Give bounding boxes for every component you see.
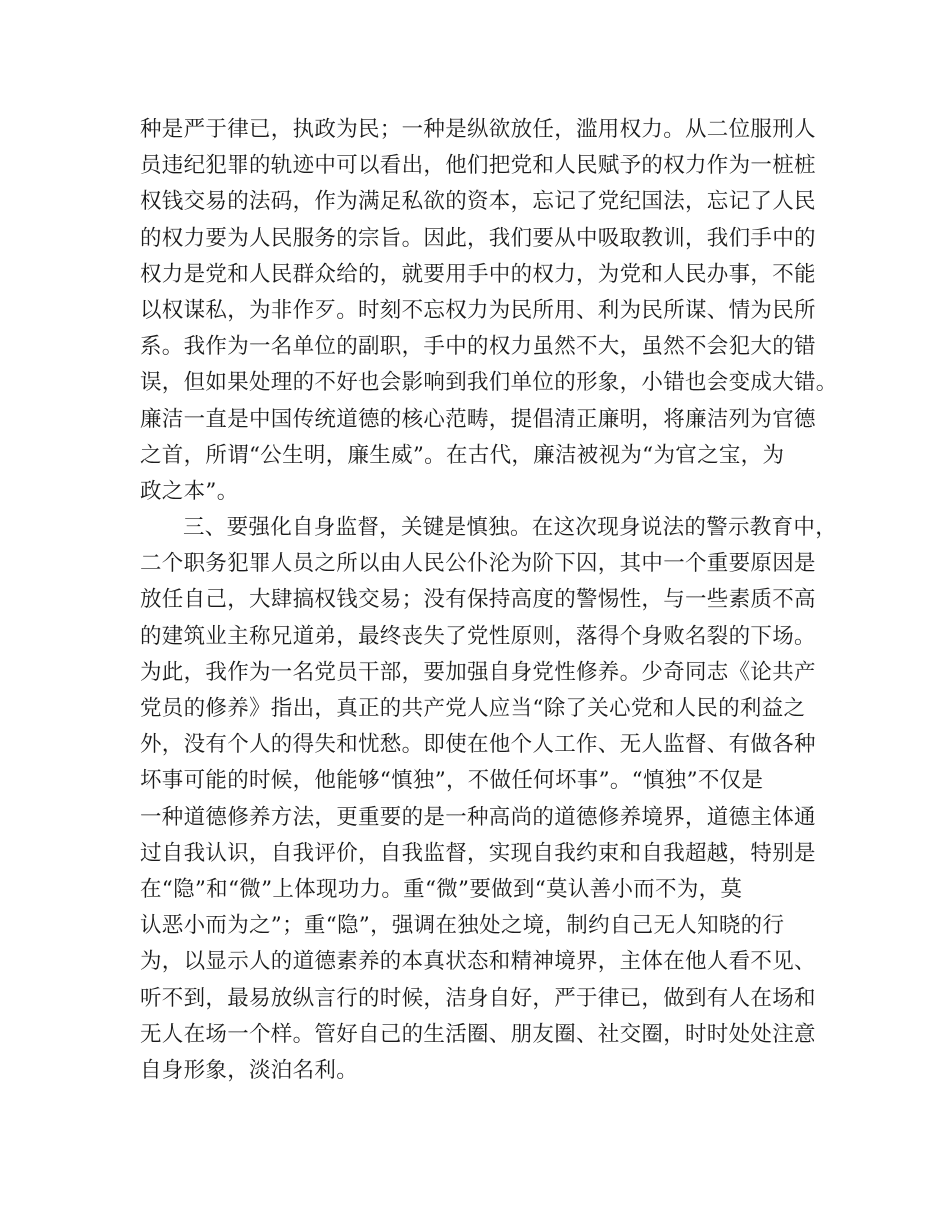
text-line: 种是严于律已，执政为民；一种是纵欲放任，滥用权力。从二位服刑人	[140, 117, 816, 142]
text-line: 员违纪犯罪的轨迹中可以看出，他们把党和人民赋予的权力作为一桩桩	[140, 153, 816, 179]
text-line: 的建筑业主称兄道弟，最终丧失了党性原则，落得个身败名裂的下场。	[140, 623, 816, 649]
text-line: 权钱交易的法码，作为满足私欲的资本，忘记了党纪国法，忘记了人民	[140, 189, 816, 215]
text-line: 一种道德修养方法，更重要的是一种高尚的道德修养境界，道德主体通	[140, 804, 816, 830]
text-line: 为此，我作为一名党员干部，要加强自身党性修养。少奇同志《论共产	[140, 659, 816, 685]
text-line: 的权力要为人民服务的宗旨。因此，我们要从中吸取教训，我们手中的	[140, 225, 816, 251]
text-line: 廉洁一直是中国传统道德的核心范畴，提倡清正廉明，将廉洁列为官德	[140, 406, 816, 432]
text-line: 误，但如果处理的不好也会影响到我们单位的形象，小错也会变成大错。	[140, 370, 838, 396]
text-line: 党员的修养》指出，真正的共产党人应当“除了关心党和人民的利益之	[140, 696, 806, 721]
text-line: 政之本”。	[140, 478, 239, 504]
text-line: 为，以显示人的道德素养的本真状态和精神境界，主体在他人看不见、	[140, 949, 816, 975]
text-line: 二个职务犯罪人员之所以由人民公仆沦为阶下囚，其中一个重要原因是	[140, 551, 816, 577]
text-line: 以权谋私，为非作歹。时刻不忘权力为民所用、利为民所谋、情为民所	[140, 297, 816, 323]
text-line: 放任自己，大肆搞权钱交易；没有保持高度的警惕性，与一些素质不高	[140, 587, 816, 613]
text-line: 之首，所谓“公生明，廉生威”。在古代，廉洁被视为“为官之宝，为	[140, 442, 785, 468]
text-line: 在“隐”和“微”上体现功力。重“微”要做到“莫认善小而不为，莫	[140, 876, 743, 902]
text-line: 外，没有个人的得失和忧愁。即使在他个人工作、无人监督、有做各种	[140, 732, 816, 758]
body-text	[140, 112, 838, 1089]
text-line: 自身形象，淡泊名利。	[140, 1057, 359, 1083]
text-line: 权力是党和人民群众给的，就要用手中的权力，为党和人民办事，不能	[140, 261, 816, 287]
text-line: 坏事可能的时候，他能够“慎独”，不做任何坏事”。“慎独”不仅是	[140, 768, 764, 794]
text-line: 无人在场一个样。管好自己的生活圈、朋友圈、社交圈，时时处处注意	[140, 1021, 816, 1047]
text-line: 认恶小而为之”；重“隐”，强调在独处之境，制约自己无人知晓的行	[140, 913, 785, 939]
paragraph-start-line: 三、要强化自身监督，关键是慎独。在这次现身说法的警示教育中，	[183, 515, 838, 541]
text-line: 听不到，最易放纵言行的时候，洁身自好，严于律已，做到有人在场和	[140, 985, 816, 1011]
text-line: 过自我认识，自我评价，自我监督，实现自我约束和自我超越，特别是	[140, 840, 816, 866]
text-line: 系。我作为一名单位的副职，手中的权力虽然不大，虽然不会犯大的错	[140, 334, 816, 360]
